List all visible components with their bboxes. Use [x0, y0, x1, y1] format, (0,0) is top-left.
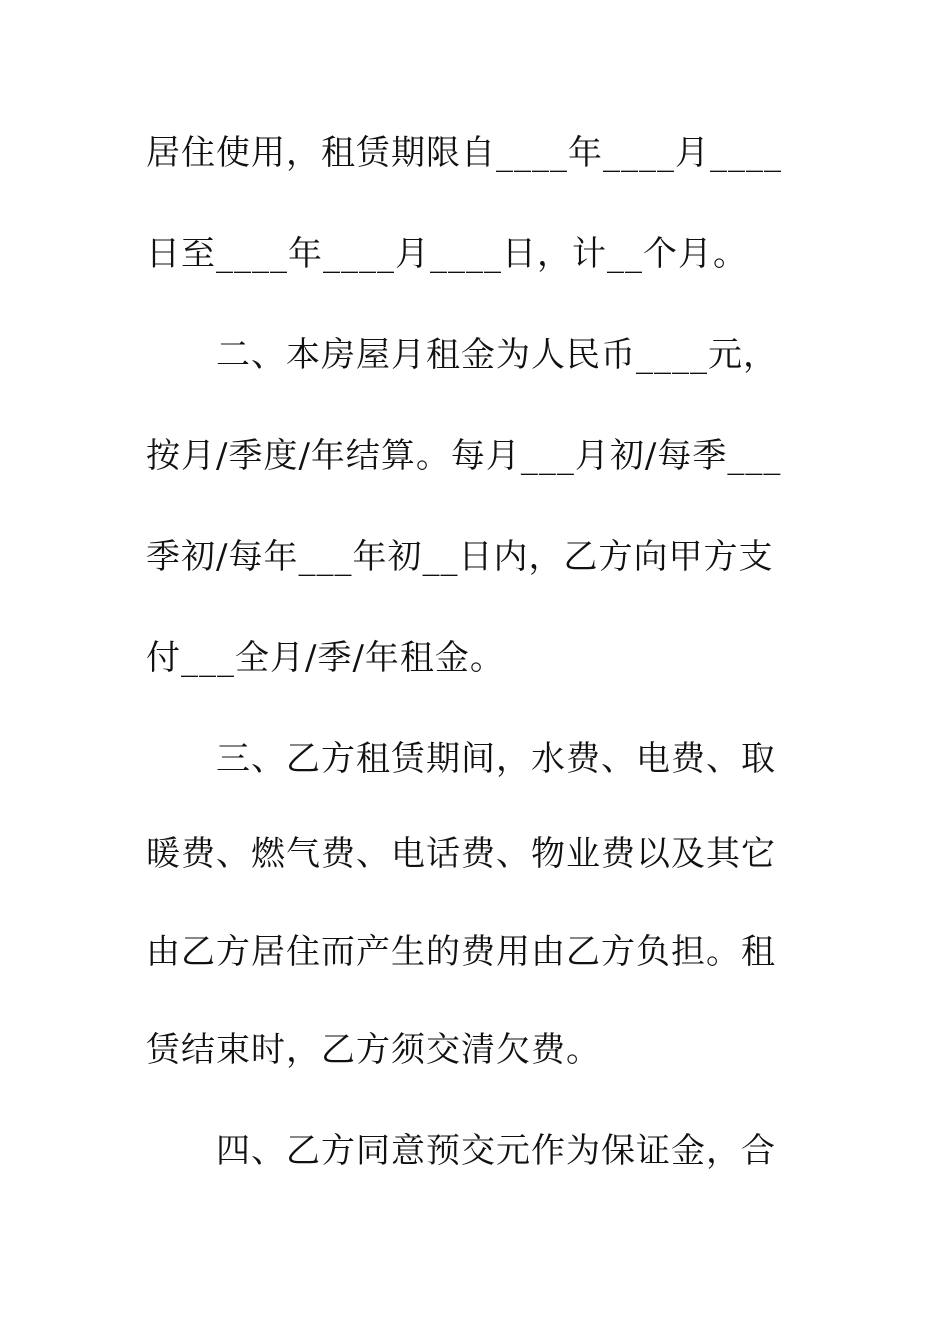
text-line-payment-due: 季初/每年___年初__日内，乙方向甲方支	[146, 537, 774, 577]
text-line-lease-end: 日至____年____月____日，计__个月。	[146, 234, 748, 274]
text-line-fee-list: 暖费、燃气费、电话费、物业费以及其它	[146, 834, 776, 874]
text-line-fee-responsibility: 由乙方居住而产生的费用由乙方负担。租	[146, 932, 776, 972]
text-line-clause-2-rent: 二、本房屋月租金为人民币____元，	[216, 335, 778, 375]
text-line-lease-term: 居住使用，租赁期限自____年____月____	[146, 133, 782, 173]
text-line-clause-3-fees: 三、乙方租赁期间，水费、电费、取	[216, 739, 776, 779]
text-line-settlement: 按月/季度/年结算。每月___月初/每季___	[146, 436, 782, 476]
text-line-clause-4-deposit: 四、乙方同意预交元作为保证金，合	[216, 1131, 776, 1171]
text-line-payment-amount: 付___全月/季/年租金。	[146, 638, 505, 678]
text-line-settle-arrears: 赁结束时，乙方须交清欠费。	[146, 1030, 601, 1070]
